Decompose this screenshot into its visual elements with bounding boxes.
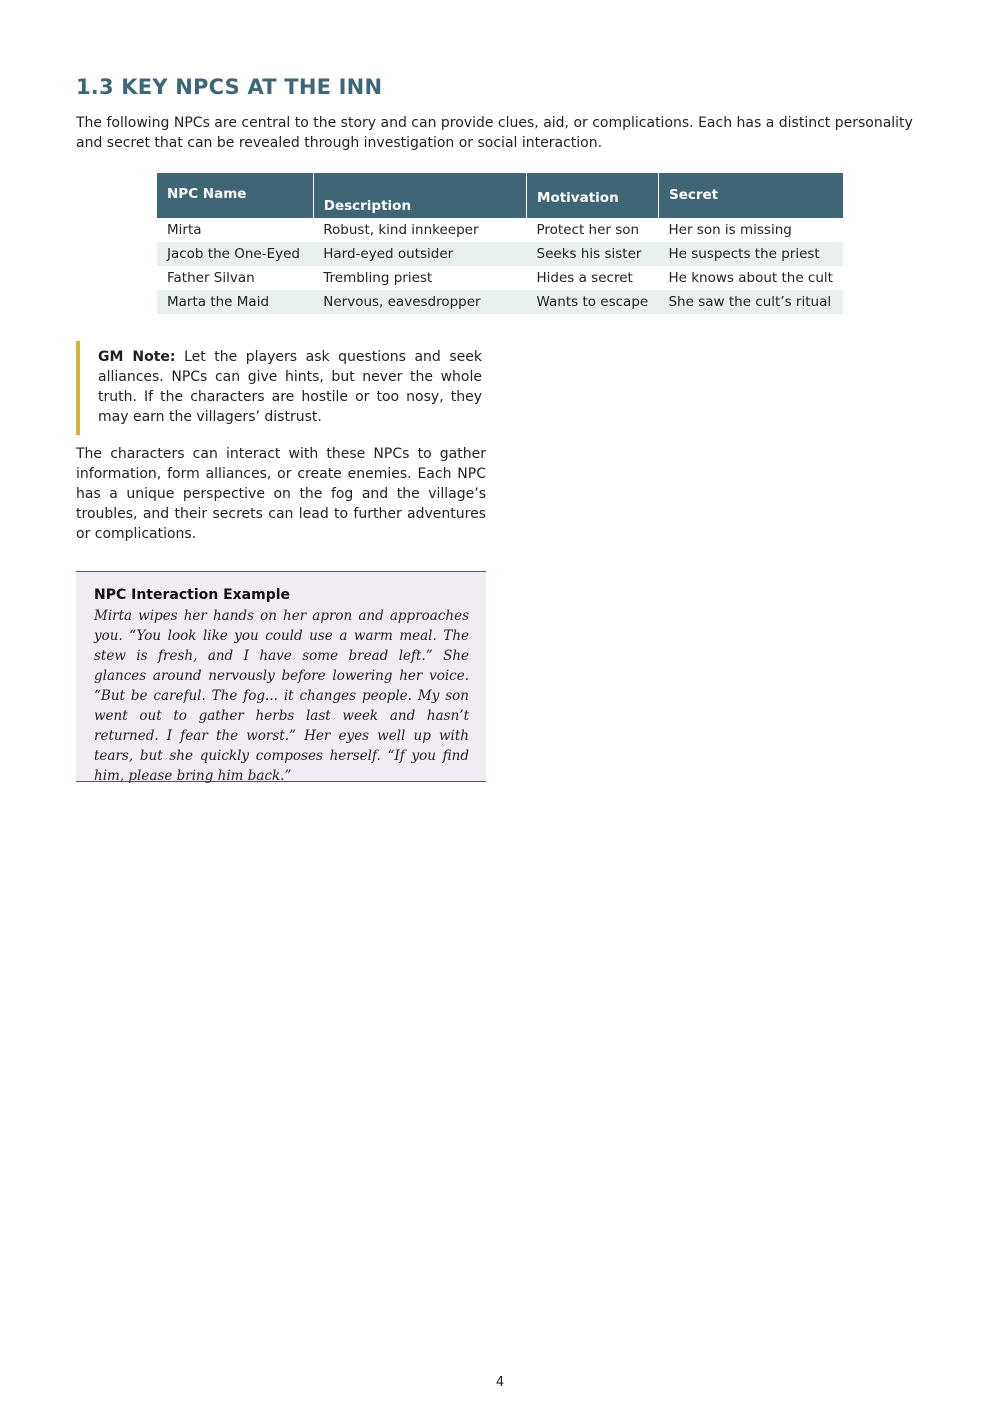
npc-table: [157, 173, 843, 314]
gm-note-text: Let the players ask questions and seek alliances. NPCs can give hints, but never the whole truth. If the characters are hostile or too nosy, they may earn the villagers’ distrust.: [98, 349, 482, 425]
npc-table-header: [157, 173, 843, 218]
table-row: [157, 242, 843, 266]
table-header-row: [157, 173, 843, 218]
cell-motivation: Hides a secret: [536, 270, 633, 286]
npc-table-body: [157, 218, 843, 314]
body-paragraph: The characters can interact with these NPCs to gather information, form alliances, or create enemies. Each NPC has a unique perspective on the fog and the village’s troubles, and their secrets can lead to further adventures or complications.: [76, 446, 486, 542]
cell-description: Robust, kind innkeeper: [323, 222, 479, 238]
example-title: NPC Interaction Example: [94, 587, 291, 603]
example-text: Mirta wipes her hands on her apron and approaches you. “You look like you could use a warm meal. The stew is fresh, and I have some bread left.” She glances around nervously before lowering her voice. “But be careful. The fog... it changes people. My son went out to gather herbs last week and hasn’t returned. I fear the worst.” Her eyes well up with tears, but she quickly composes herself. “If you find him, please bring him back.”: [94, 608, 469, 784]
cell-secret: Her son is missing: [668, 222, 792, 238]
cell-description: Nervous, eavesdropper: [313, 290, 526, 314]
header-motivation: Motivation: [527, 173, 659, 218]
cell-npc-name: Marta the Maid: [157, 290, 313, 314]
gm-note-label: GM Note:: [98, 349, 176, 365]
table-row: [157, 290, 843, 314]
intro-paragraph: The following NPCs are central to the story and can provide clues, aid, or complications. Each has a distinct personality and secret that can be revealed through investigation or social interaction.: [76, 115, 913, 151]
cell-description: Trembling priest: [323, 270, 433, 286]
cell-description: Hard-eyed outsider: [313, 242, 526, 266]
page-number: 4: [495, 1375, 505, 1390]
cell-secret: He suspects the priest: [658, 242, 843, 266]
cell-secret: He knows about the cult: [668, 270, 833, 286]
cell-secret: She saw the cult’s ritual: [658, 290, 843, 314]
header-secret: Secret: [658, 173, 843, 218]
cell-npc-name: Father Silvan: [167, 270, 255, 286]
gm-note-callout: [76, 341, 482, 435]
table-row: [157, 266, 843, 290]
npc-interaction-example-box: [76, 571, 486, 782]
table-row: [157, 218, 843, 242]
section-title: 1.3 KEY NPCS AT THE INN: [76, 75, 383, 99]
cell-npc-name: Mirta: [167, 222, 202, 238]
cell-npc-name: Jacob the One-Eyed: [157, 242, 313, 266]
header-npc-name: NPC Name: [157, 173, 313, 218]
cell-motivation: Seeks his sister: [527, 242, 659, 266]
cell-motivation: Wants to escape: [527, 290, 659, 314]
header-description: Description: [313, 173, 526, 218]
cell-motivation: Protect her son: [536, 222, 640, 238]
